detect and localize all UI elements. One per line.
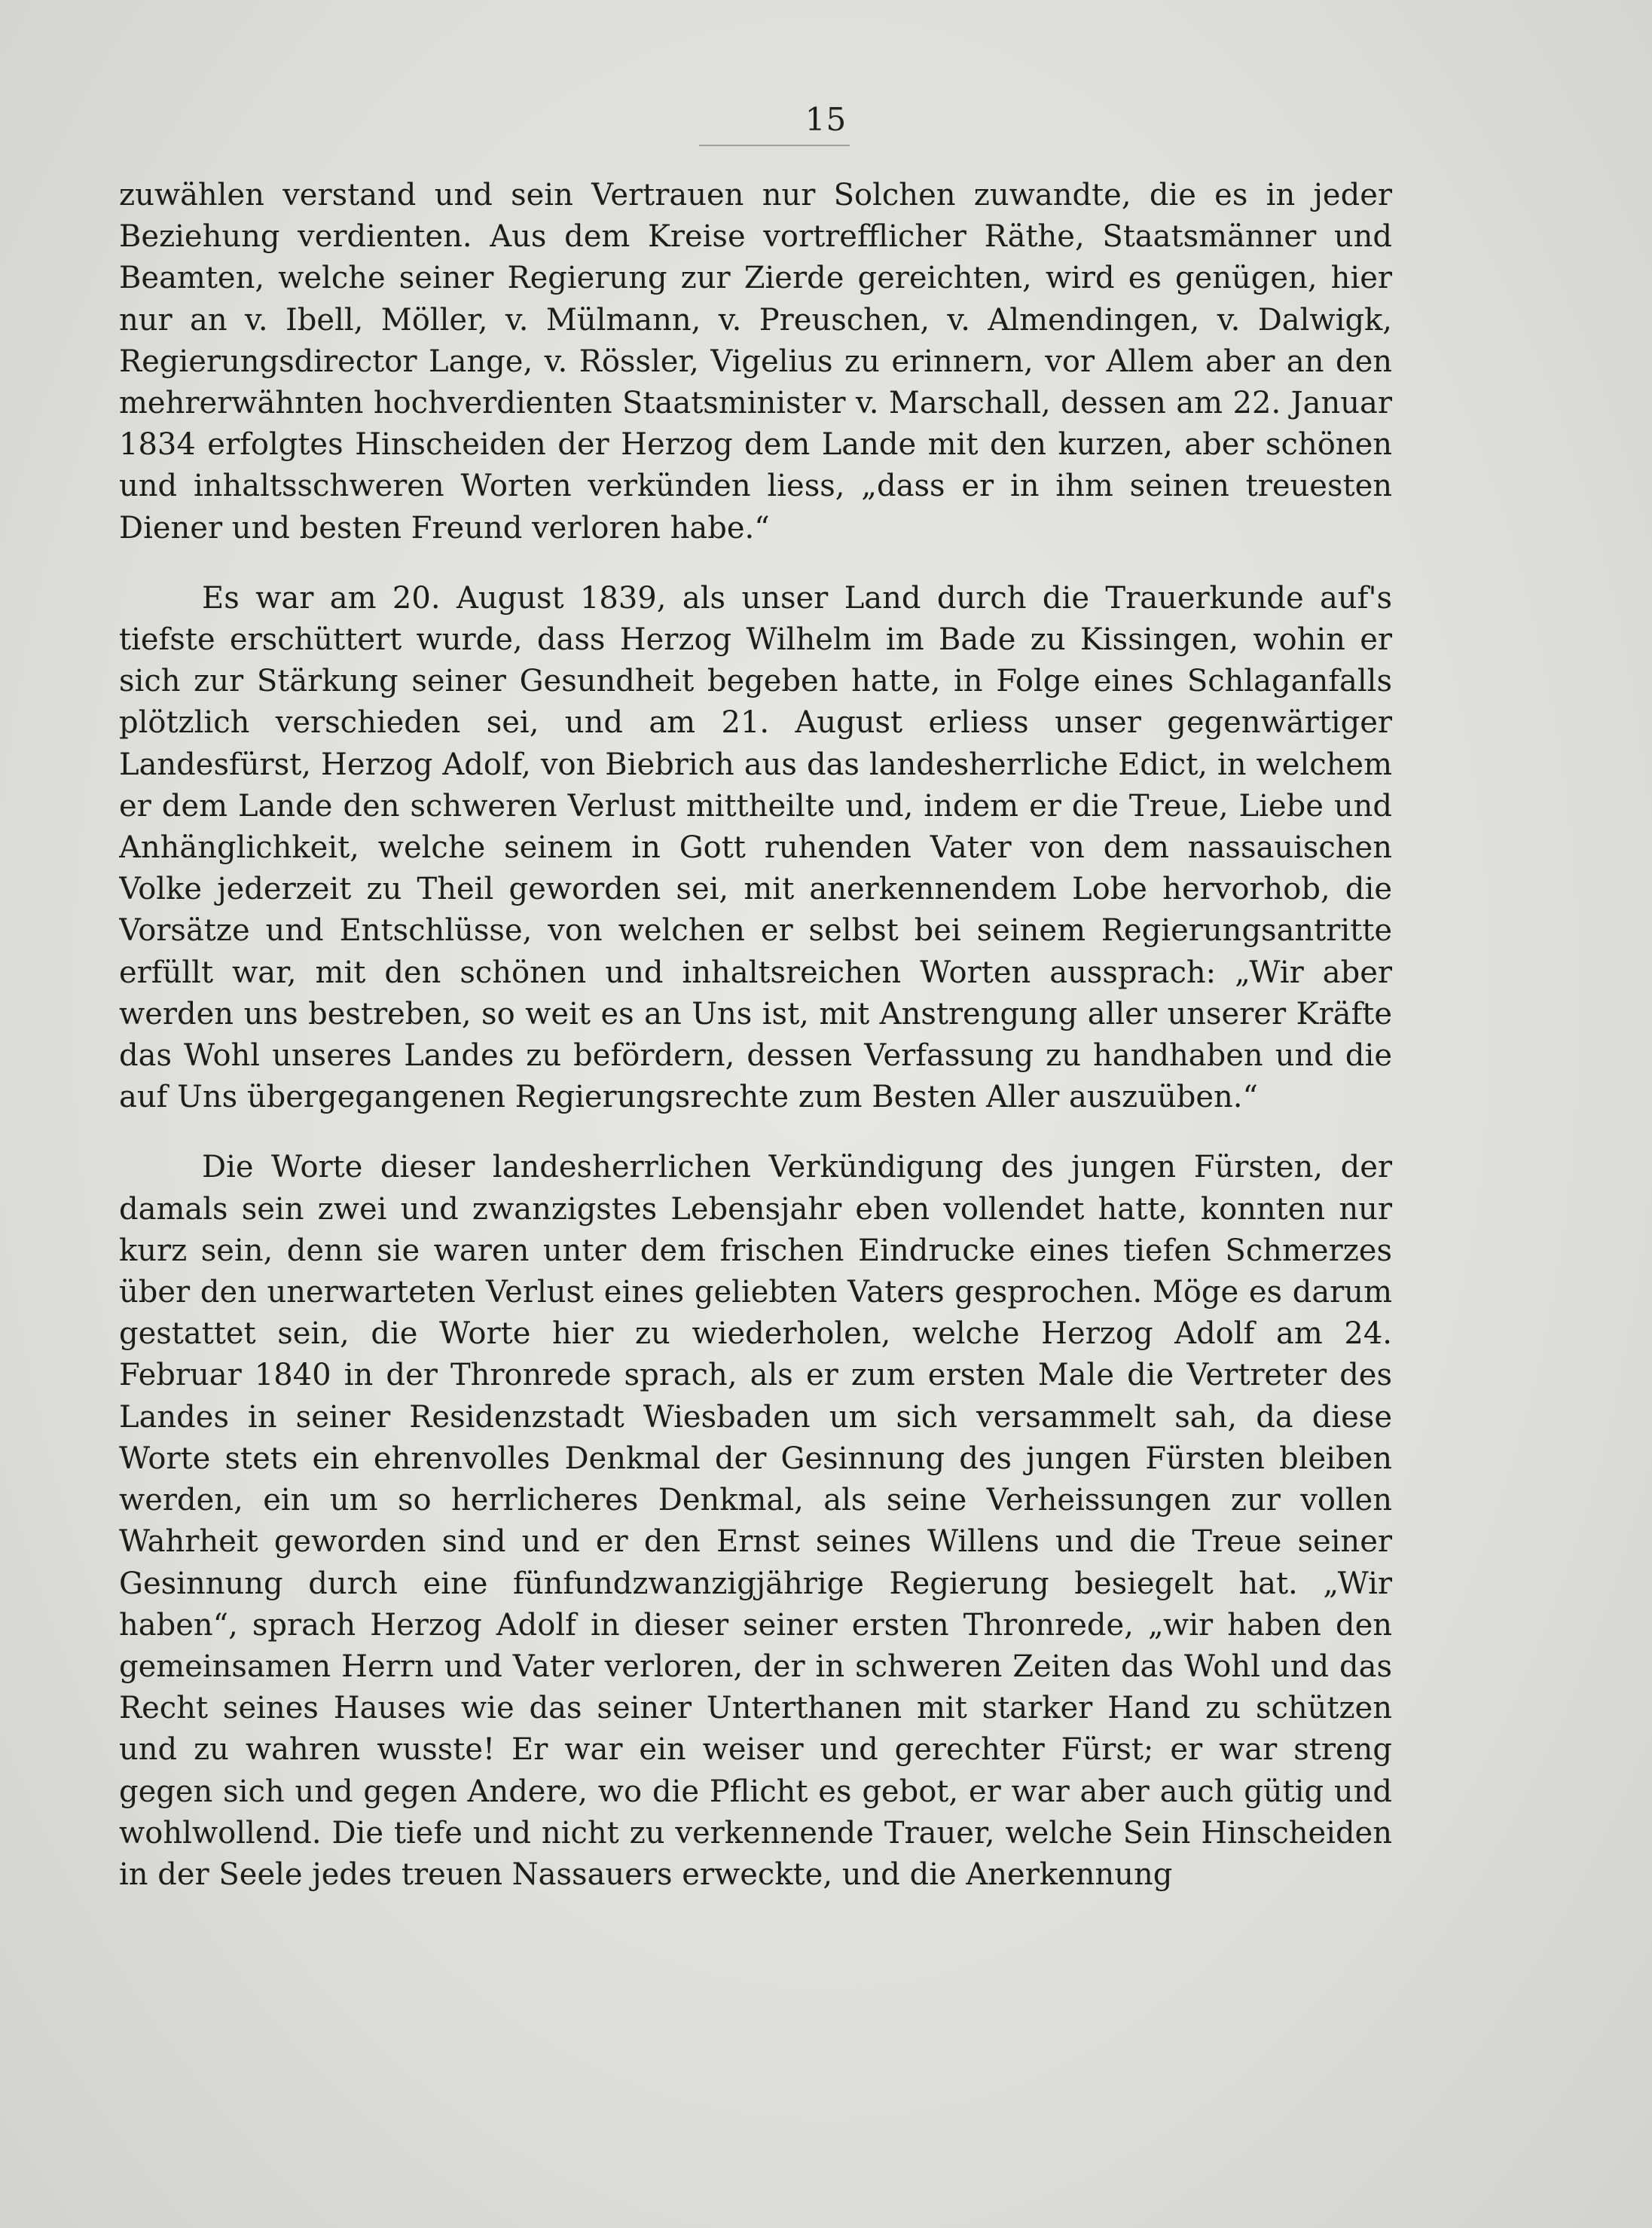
body-text <box>119 175 1392 2149</box>
page-number: 15 <box>805 101 847 138</box>
paragraph-3: Die Worte dieser landesherrlichen Verkündigung des jungen Fürsten, der damals sein zwei und zwanzigstes Lebensjahr eben vollendet hatte, konnten nur kurz sein, denn sie waren unter dem frischen Eindrucke eines tiefen Schmerzes über den unerwarteten Verlust eines geliebten Vaters gesprochen. Möge es darum gestattet sein, die Worte hier zu wiederholen, welche Herzog Adolf am 24. Februar 1840 in der Thronrede sprach, als er zum ersten Male die Vertreter des Landes in seiner Residenzstadt Wiesbaden um sich versammelt sah, da diese Worte stets ein ehrenvolles Denkmal der Gesinnung des jungen Fürsten bleiben werden, ein um so herrlicheres Denkmal, als seine Verheissungen zur vollen Wahrheit geworden sind und er den Ernst seines Willens und die Treue seiner Gesinnung durch eine fünfundzwanzigjährige Regierung besiegelt hat. „Wir haben“, sprach Herzog Adolf in dieser seiner ersten Thronrede, „wir haben den gemeinsamen Herrn und Vater verloren, der in schweren Zeiten das Wohl und das Recht seines Hauses wie das seiner Unterthanen mit starker Hand zu schützen und zu wahren wusste! Er war ein weiser und gerechter Fürst; er war streng gegen sich und gegen Andere, wo die Pflicht es gebot, er war aber auch gütig und wohlwollend. Die tiefe und nicht zu verkennende Trauer, welche Sein Hinscheiden in der Seele jedes treuen Nassauers erweckte, und die Anerkennung <box>119 1150 1392 1892</box>
paragraph-1: zuwählen verstand und sein Vertrauen nur Solchen zuwandte, die es in jeder Beziehung verdienten. Aus dem Kreise vortrefflicher Räthe, Staatsmänner und Beamten, welche seiner Regierung zur Zierde gereichten, wird es genügen, hier nur an v. Ibell, Möller, v. Mülmann, v. Preuschen, v. Almendingen, v. Dalwigk, Regierungsdirector Lange, v. Rössler, Vigelius zu erinnern, vor Allem aber an den mehrerwähnten hochverdienten Staatsminister v. Marschall, dessen am 22. Januar 1834 erfolgtes Hinscheiden der Herzog dem Lande mit den kurzen, aber schönen und inhaltsschweren Worten verkünden liess, „dass er in ihm seinen treuesten Diener und besten Freund verloren habe.“ <box>119 178 1392 546</box>
page-number-rule <box>699 145 850 146</box>
paragraph-spacer <box>119 549 1392 578</box>
paragraph-spacer <box>119 1118 1392 1147</box>
paragraph-2: Es war am 20. August 1839, als unser Land durch die Trauerkunde auf's tiefste erschüttert wurde, dass Herzog Wilhelm im Bade zu Kissingen, wohin er sich zur Stärkung seiner Gesundheit begeben hatte, in Folge eines Schlaganfalls plötzlich verschieden sei, und am 21. August erliess unser gegenwärtiger Landesfürst, Herzog Adolf, von Biebrich aus das landesherrliche Edict, in welchem er dem Lande den schweren Verlust mittheilte und, indem er die Treue, Liebe und Anhänglichkeit, welche seinem in Gott ruhenden Vater von dem nassauischen Volke jederzeit zu Theil geworden sei, mit anerkennendem Lobe hervorhob, die Vorsätze und Entschlüsse, von welchen er selbst bei seinem Regierungsantritte erfüllt war, mit den schönen und inhaltsreichen Worten aussprach: „Wir aber werden uns bestreben, so weit es an Uns ist, mit Anstrengung aller unserer Kräfte das Wohl unseres Landes zu befördern, dessen Verfassung zu handhaben und die auf Uns übergegangenen Regierungsrechte zum Besten Aller auszuüben.“ <box>119 580 1392 1115</box>
